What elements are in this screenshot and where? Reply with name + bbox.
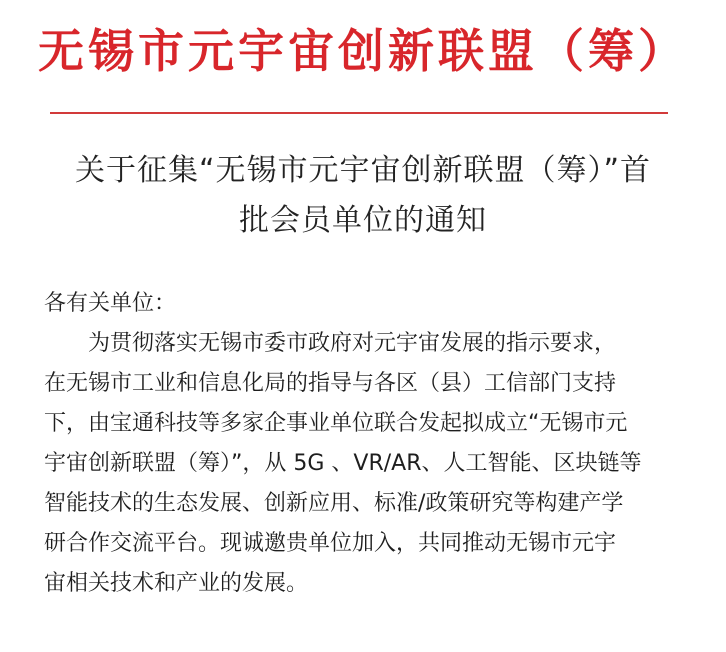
header-divider bbox=[50, 112, 668, 114]
body-line: 宇宙创新联盟（筹）”，从 5G 、VR/AR、人工智能、区块链等 bbox=[44, 451, 642, 476]
alliance-header-title: 无锡市元宇宙创新联盟（筹） bbox=[38, 24, 688, 78]
notice-title-line-1: 关于征集“无锡市元宇宙创新联盟（筹）”首 bbox=[74, 153, 652, 188]
notice-body bbox=[44, 284, 684, 604]
notice-title bbox=[40, 146, 686, 246]
body-line: 研合作交流平台。现诚邀贵单位加入，共同推动无锡市元宇 bbox=[44, 531, 617, 556]
body-line: 为贯彻落实无锡市委市政府对元宇宙发展的指示要求， bbox=[88, 331, 617, 356]
body-line: 宙相关技术和产业的发展。 bbox=[44, 571, 309, 596]
body-line: 智能技术的生态发展、创新应用、标准/政策研究等构建产学 bbox=[44, 491, 624, 516]
body-line: 在无锡市工业和信息化局的指导与各区（县）工信部门支持 bbox=[44, 371, 617, 396]
body-line: 下，由宝通科技等多家企事业单位联合发起拟成立“无锡市元 bbox=[44, 411, 628, 436]
document-header bbox=[0, 8, 726, 88]
notice-title-line-2: 批会员单位的通知 bbox=[239, 203, 487, 238]
greeting: 各有关单位： bbox=[44, 291, 177, 316]
